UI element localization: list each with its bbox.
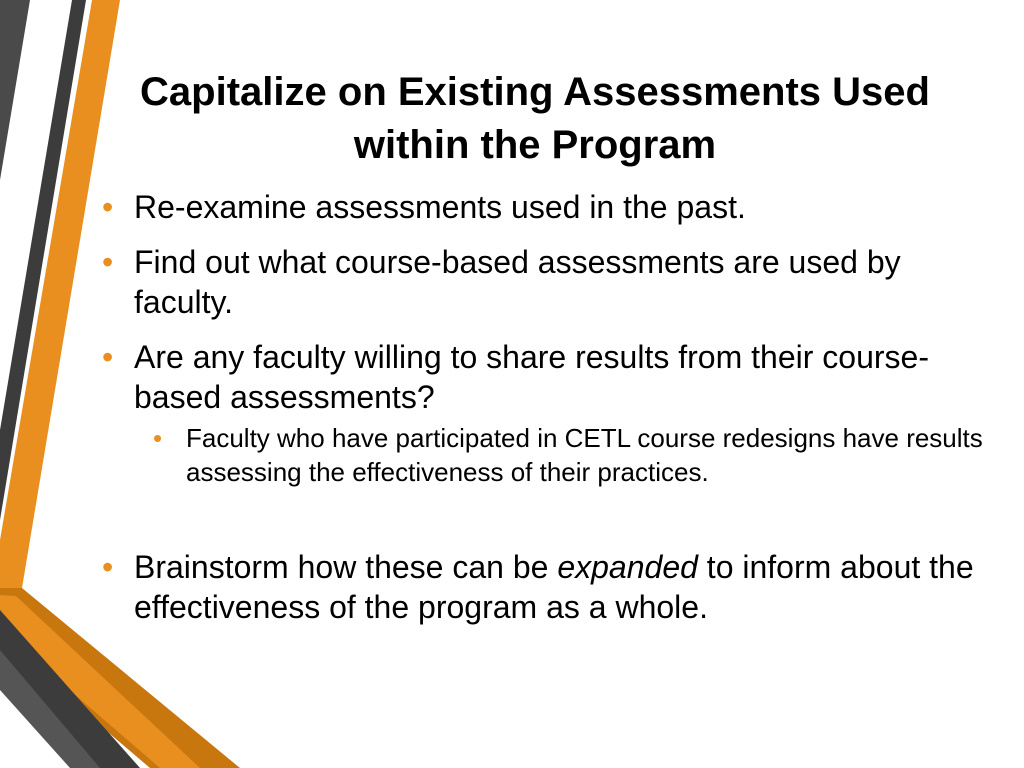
bullet-emphasis: expanded <box>557 549 698 585</box>
bullet-item <box>100 187 1000 227</box>
sub-bullet-dot-icon: • <box>153 423 163 453</box>
bullet-list <box>100 187 1000 642</box>
bullet-text-after: to inform about the effectiveness of the program as a whole. <box>134 549 974 625</box>
bullet-text: Are any faculty willing to share results from their course-based assessments? <box>134 339 929 415</box>
bullet-text: Re-examine assessments used in the past. <box>134 189 746 225</box>
bullet-item <box>100 242 1000 322</box>
slide-title: Capitalize on Existing Assessments Used within the Program <box>140 70 930 167</box>
bullet-text: Find out what course-based assessments are used by faculty. <box>134 244 901 320</box>
bullet-item <box>100 337 1000 489</box>
sub-bullet-item <box>134 421 1000 489</box>
bullet-dot-icon: • <box>102 549 114 585</box>
sub-bullet-list <box>134 421 1000 489</box>
bullet-dot-icon: • <box>102 244 114 280</box>
sub-bullet-text: Faculty who have participated in CETL course redesigns have results assessing the effectiveness of their practices. <box>186 423 983 487</box>
bullet-dot-icon: • <box>102 189 114 225</box>
bullet-text-before: Brainstorm how these can be <box>134 549 558 585</box>
bullet-item <box>100 547 1000 627</box>
bullet-dot-icon: • <box>102 339 114 375</box>
gray-stripe-edge <box>0 0 30 180</box>
